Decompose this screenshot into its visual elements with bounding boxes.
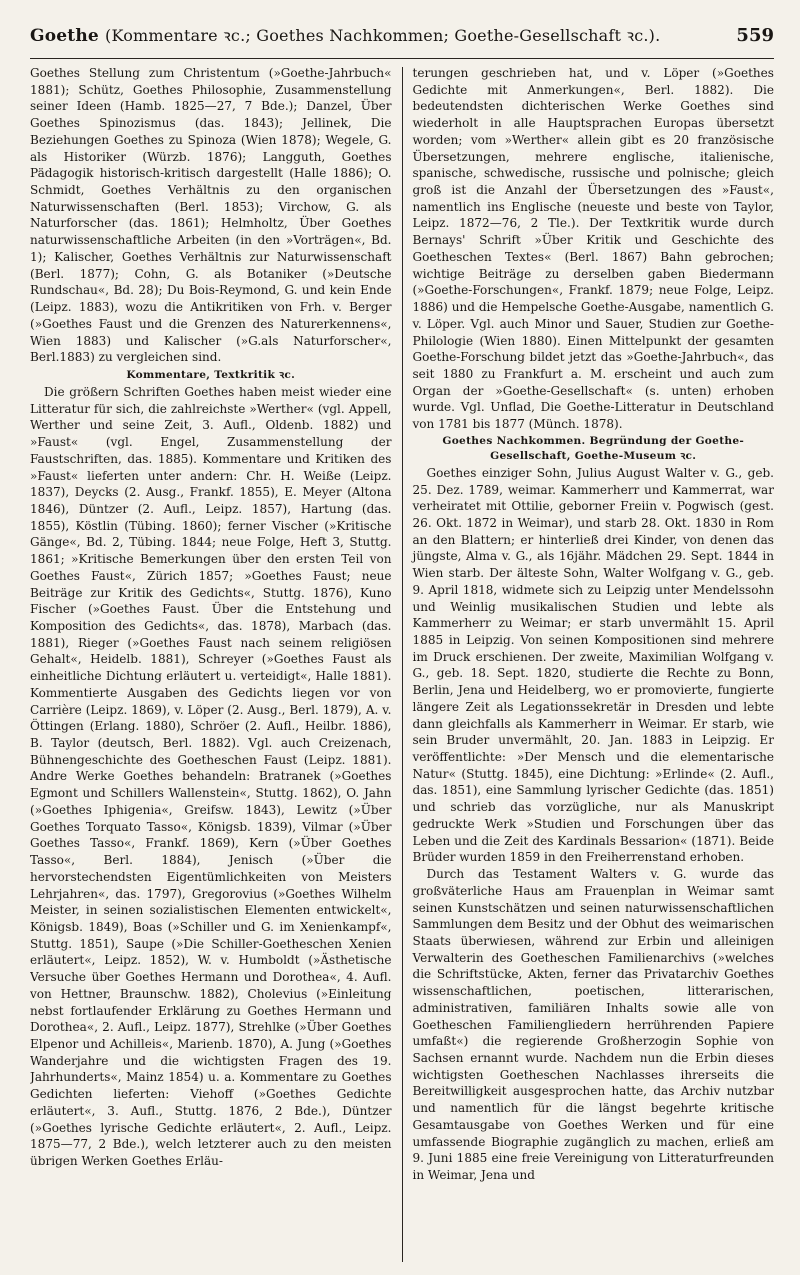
section-heading: Kommentare, Textkritik ꝛc. [126,368,296,381]
text-columns [30,65,774,1265]
running-head-subtitle: (Kommentare ꝛc.; Goethes Nachkommen; Goethe-Gesellschaft ꝛc.). [105,26,661,45]
running-head [30,24,660,46]
right-column [402,65,774,1265]
section-heading: Goethes Nachkommen. Begründung der Goethe-Gesellschaft, Goethe-Museum ꝛc. [442,434,745,462]
paragraph: terungen geschrieben hat, und v. Löper (»Goethes Gedichte mit Anmerkungen«, Berl. 1882). Die bedeutendsten dichterischen Werke Goethes sind wiederholt in alle Hauptsprachen Europas übersetzt worden; vom »Werther« allein gibt es 20 französische Übersetzungen, mehrere englische, italienische, spanische, schwedische, russische und polnische; gleich groß ist die Anzahl der Übersetzungen des »Faust«, namentlich ins Englische (neueste und beste von Taylor, Leipz. 1872—76, 2 Tle.). Der Textkritik wurde durch Bernays' Schrift »Über Kritik und Geschichte des Goetheschen Textes« (Berl. 1867) Bahn gebrochen; wichtige Beiträge zu derselben gaben Biedermann (»Goethe-Forschungen«, Frankf. 1879; neue Folge, Leipz. 1886) und die Hempelsche Goethe-Ausgabe, namentlich G. v. Löper. Vgl. auch Minor und Sauer, Studien zur Goethe-Philologie (Wien 1880). Einen Mittelpunkt der gesamten Goethe-Forschung bildet jetzt das »Goethe-Jahrbuch«, das seit 1880 zu Frankfurt a. M. erscheint und auch zum Organ der »Goethe-Gesellschaft« (s. unten) erhoben wurde. Vgl. Unflad, Die Goethe-Litteratur in Deutschland von 1781 bis 1877 (Münch. 1878). [412,66,774,432]
page-header [30,24,774,59]
paragraph: Goethes einziger Sohn, Julius August Walter v. G., geb. 25. Dez. 1789, weimar. Kammerherr und Kammerrat, war verheiratet mit Ottilie, geborner Freiin v. Pogwisch (gest. 26. Okt. 1872 in Weimar), und starb 28. Okt. 1830 in Rom an den Blattern; er hinterließ drei Kinder, von denen das jüngste, Alma v. G., als 16jähr. Mädchen 29. Sept. 1844 in Wien starb. Der älteste Sohn, Walter Wolfgang v. G., geb. 9. April 1818, widmete sich zu Leipzig unter Mendelssohn und Weinlig musikalischen Studien und lebte als Kammerherr zu Weimar; er starb unvermählt 15. April 1885 in Leipzig. Von seinen Kompositionen sind mehrere im Druck erschienen. Der zweite, Maximilian Wolfgang v. G., geb. 18. Sept. 1820, studierte die Rechte zu Bonn, Berlin, Jena und Heidelberg, wo er promovierte, fungierte längere Zeit als Legationssekretär in Dresden und lebte dann gleichfalls als Kammerherr in Weimar. Er starb, wie sein Bruder unvermählt, 20. Jan. 1883 in Leipzig. Er veröffentlichte: »Der Mensch und die elementarische Natur« (Stuttg. 1845), eine Dichtung: »Erlinde« (2. Aufl., das. 1851), eine Sammlung lyrischer Gedichte (das. 1851) und schrieb das vorzügliche, nur als Manuskript gedruckte Werk »Studien und Forschungen über das Leben und die Zeit des Kardinals Bessarion« (1871). Beide Brüder wurden 1859 in den Freiherrenstand erhoben. [412,465,774,865]
paragraph: Die größern Schriften Goethes haben meist wieder eine Litteratur für sich, die zahlreichste »Werther« (vgl. Appell, Werther und seine Zeit, 3. Aufl., Oldenb. 1882) und »Faust« (vgl. Engel, Zusammenstellung der Faustschriften, das. 1885). Kommentare und Kritiken des »Faust« lieferten unter andern: Chr. H. Weiße (Leipz. 1837), Deycks (2. Ausg., Frankf. 1855), E. Meyer (Altona 1846), Düntzer (2. Aufl., Leipz. 1857), Hartung (das. 1855), Köstlin (Tübing. 1860); ferner Vischer (»Kritische Gänge«, Bd. 2, Tübing. 1844; neue Folge, Heft 3, Stuttg. 1861; »Kritische Bemerkungen über den ersten Teil von Goethes Faust«, Zürich 1857; »Goethes Faust; neue Beiträge zur Kritik des Gedichts«, Stuttg. 1876), Kuno Fischer (»Goethes Faust. Über die Entstehung und Komposition des Gedichts«, das. 1878), Marbach (das. 1881), Rieger (»Goethes Faust nach seinem religiösen Gehalt«, Heidelb. 1881), Schreyer (»Goethes Faust als einheitliche Dichtung erläutert u. verteidigt«, Halle 1881). Kommentierte Ausgaben des Gedichts liegen vor von Carrière (Leipz. 1869), v. Löper (2. Ausg., Berl. 1879), A. v. Öttingen (Erlang. 1880), Schröer (2. Aufl., Heilbr. 1886), B. Taylor (deutsch, Berl. 1882). Vgl. auch Creizenach, Bühnengeschichte des Goetheschen Faust (Leipz. 1881). Andre Werke Goethes behandeln: Bratranek (»Goethes Egmont und Schillers Wallenstein«, Stuttg. 1862), O. Jahn (»Goethes Iphigenia«, Greifsw. 1843), Lewitz (»Über Goethes Torquato Tasso«, Königsb. 1839), Vilmar (»Über Goethes Tasso«, Frankf. 1869), Kern (»Über Goethes Tasso«, Berl. 1884), Jenisch (»Über die hervorstechendsten Eigentümlichkeiten von Meisters Lehrjahren«, das. 1797), Gregorovius (»Goethes Wilhelm Meister, in seinen sozialistischen Elementen entwickelt«, Königsb. 1849), Boas (»Schiller und G. im Xenienkampf«, Stuttg. 1851), Saupe (»Die Schiller-Goetheschen Xenien erläutert«, Leipz. 1852), W. v. Humboldt (»Ästhetische Versuche über Goethes Hermann und Dorothea«, 4. Aufl. von Hettner, Braunschw. 1882), Cholevius (»Einleitung nebst fortlaufender Erklärung zu Goethes Hermann und Dorothea«, 2. Aufl., Leipz. 1877), Strehlke (»Über Goethes Elpenor und Achilleis«, Marienb. 1870), A. Jung (»Goethes Wanderjahre und die wichtigsten Fragen des 19. Jahrhunderts«, Mainz 1854) u. a. Kommentare zu Goethes Gedichten lieferten: Viehoff (»Goethes Gedichte erläutert«, 3. Aufl., Stuttg. 1876, 2 Bde.), Düntzer (»Goethes lyrische Gedichte erläutert«, 2. Aufl., Leipz. 1875—77, 2 Bde.), welch letzterer auch zu den meisten übrigen Werken Goethes Erläu- [30,384,392,1168]
running-head-title: Goethe [30,26,99,46]
paragraph: Durch das Testament Walters v. G. wurde das großväterliche Haus am Frauenplan in Weimar samt seinen Kunstschätzen und seinen naturwissenschaftlichen Sammlungen dem Besitz und der Obhut des weimarischen Staats überwiesen, während zur Erbin und alleinigen Verwalterin des Goetheschen Familienarchivs (»welches die Schriftstücke, Akten, ferner das Privatarchiv Goethes wissenschaftlichen, poetischen, litterarischen, administrativen, familiären Inhalts sowie alle von Goetheschen Familiengliedern herrührenden Papiere umfaßt«) die regierende Großherzogin Sophie von Sachsen ernannt wurde. Nachdem nun die Erbin dieses wichtigsten Goetheschen Nachlasses ihrerseits die Bereitwilligkeit ausgesprochen hatte, das Archiv nutzbar und namentlich für die längst begehrte kritische Gesamtausgabe von Goethes Werken und für eine umfassende Biographie zugänglich zu machen, erließ am 9. Juni 1885 eine freie Vereinigung von Litteraturfreunden in Weimar, Jena und [412,867,774,1182]
left-column [30,65,402,1265]
paragraph: Goethes Stellung zum Christentum (»Goethe-Jahrbuch« 1881); Schütz, Goethes Philosophie, Zusammenstellung seiner Ideen (Hamb. 1825—27, 7 Bde.); Danzel, Über Goethes Spinozismus (das. 1843); Jellinek, Die Beziehungen Goethes zu Spinoza (Wien 1878); Wegele, G. als Historiker (Würzb. 1876); Langguth, Goethes Pädagogik historisch-kritisch dargestellt (Halle 1886); O. Schmidt, Goethes Verhältnis zu den organischen Naturwissenschaften (Berl. 1853); Virchow, G. als Naturforscher (das. 1861); Helmholtz, Über Goethes naturwissenschaftliche Arbeiten (in den »Vorträgen«, Bd. 1); Kalischer, Goethes Verhältnis zur Naturwissenschaft (Berl. 1877); Cohn, G. als Botaniker (»Deutsche Rundschau«, Bd. 28); Du Bois-Reymond, G. und kein Ende (Leipz. 1883), wozu die Antikritiken von Frh. v. Berger (»Goethes Faust und die Grenzen des Naturerkennens«, Wien 1883) und Kalischer (»G.als Naturforscher«, Berl.1883) zu vergleichen sind. [30,66,392,365]
page-number: 559 [736,25,774,46]
